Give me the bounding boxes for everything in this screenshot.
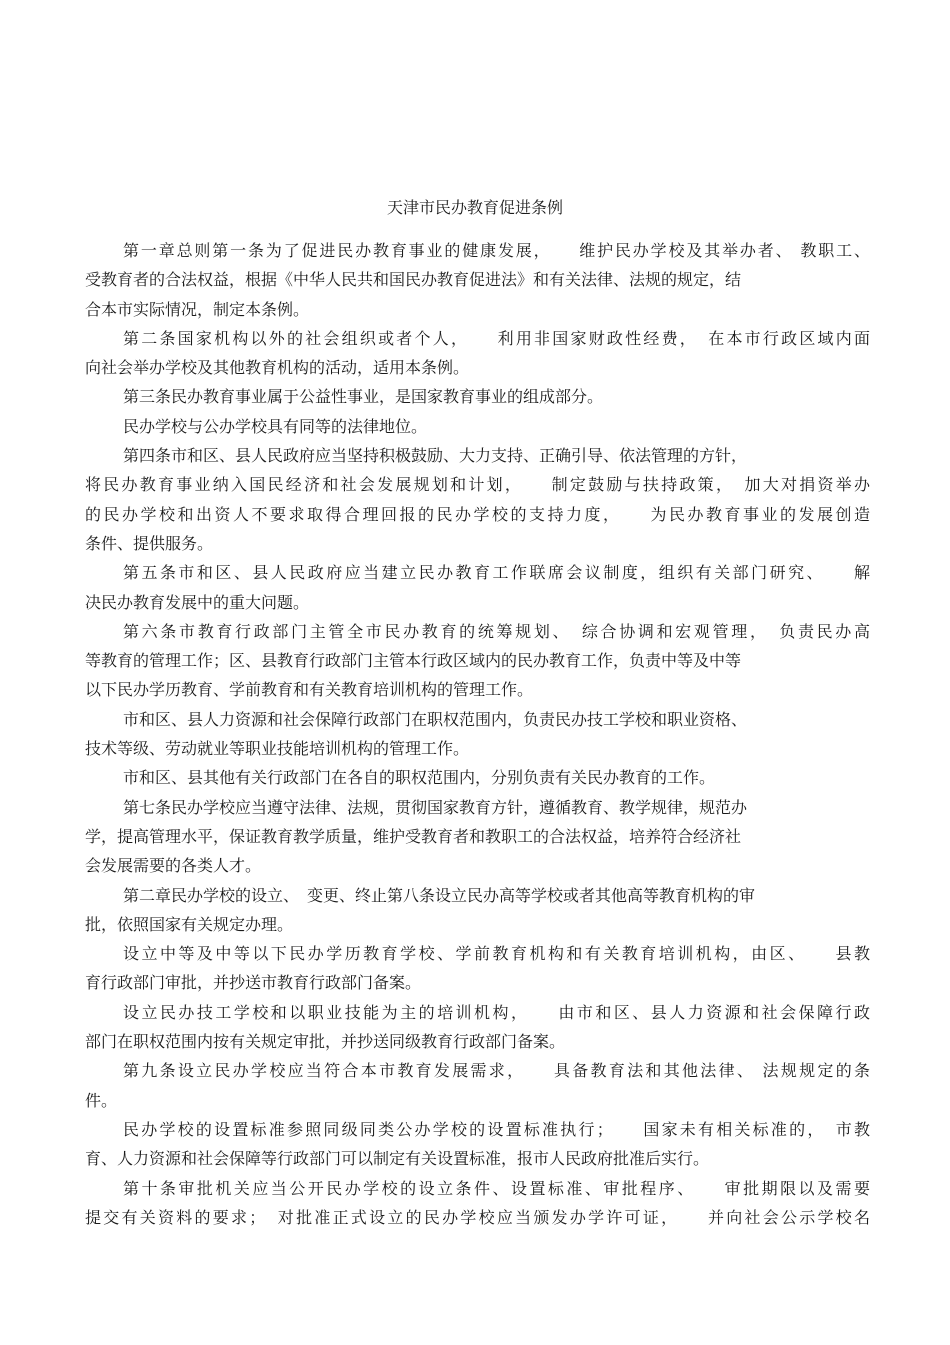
text-line: 将民办教育事业纳入国民经济和社会发展规划和计划， 制定鼓励与扶持政策， 加大对捐资举办 bbox=[85, 475, 870, 495]
text-line: 育、人力资源和社会保障等行政部门可以制定有关设置标准，报市人民政府批准后实行。 bbox=[85, 1149, 710, 1169]
text-line: 民办学校的设置标准参照同级同类公办学校的设置标准执行； 国家未有相关标准的， 市教 bbox=[123, 1119, 870, 1139]
text-line: 合本市实际情况，制定本条例。 bbox=[85, 299, 310, 319]
text-line: 等教育的管理工作；区、县教育行政部门主管本行政区域内的民办教育工作，负责中等及中等 bbox=[85, 651, 742, 671]
text-line: 决民办教育发展中的重大问题。 bbox=[85, 592, 310, 612]
text-line: 第十条审批机关应当公开民办学校的设立条件、设置标准、审批程序、 审批期限以及需要 bbox=[123, 1178, 870, 1198]
text-line: 第七条民办学校应当遵守法律、法规，贯彻国家教育方针，遵循教育、教学规律，规范办 bbox=[123, 797, 748, 817]
text-line: 育行政部门审批，并抄送市教育行政部门备案。 bbox=[85, 973, 422, 993]
text-line: 会发展需要的各类人才。 bbox=[85, 856, 262, 876]
document-body bbox=[85, 236, 870, 1232]
text-line: 部门在职权范围内按有关规定审批，并抄送同级教育行政部门备案。 bbox=[85, 1032, 566, 1052]
text-line: 设立中等及中等以下民办学历教育学校、学前教育机构和有关教育培训机构，由区、 县教 bbox=[123, 944, 870, 964]
text-line: 条件、提供服务。 bbox=[85, 533, 214, 553]
text-line: 受教育者的合法权益，根据《中华人民共和国民办教育促进法》和有关法律、法规的规定，结 bbox=[85, 270, 742, 290]
text-line: 第一章总则第一条为了促进民办教育事业的健康发展， 维护民办学校及其举办者、 教职工、 bbox=[123, 241, 870, 260]
text-line: 第二条国家机构以外的社会组织或者个人， 利用非国家财政性经费， 在本市行政区域内面 bbox=[123, 328, 870, 348]
text-line: 件。 bbox=[85, 1090, 118, 1110]
text-line: 民办学校与公办学校具有同等的法律地位。 bbox=[123, 416, 428, 436]
text-line: 第二章民办学校的设立、 变更、终止第八条设立民办高等学校或者其他高等教育机构的审 bbox=[123, 885, 756, 905]
text-line: 的民办学校和出资人不要求取得合理回报的民办学校的支持力度， 为民办教育事业的发展创造 bbox=[85, 504, 870, 524]
text-line: 第三条民办教育事业属于公益性事业，是国家教育事业的组成部分。 bbox=[123, 387, 604, 407]
text-line: 批，依照国家有关规定办理。 bbox=[85, 914, 294, 934]
text-line: 提交有关资料的要求； 对批准正式设立的民办学校应当颁发办学许可证， 并向社会公示学校名 bbox=[85, 1207, 870, 1227]
text-line: 学，提高管理水平，保证教育教学质量，维护受教育者和教职工的合法权益，培养符合经济社 bbox=[85, 826, 742, 846]
text-line: 技术等级、劳动就业等职业技能培训机构的管理工作。 bbox=[85, 739, 470, 759]
text-line: 向社会举办学校及其他教育机构的活动，适用本条例。 bbox=[85, 358, 470, 378]
text-line: 市和区、县其他有关行政部门在各自的职权范围内，分别负责有关民办教育的工作。 bbox=[123, 768, 716, 788]
text-line: 第五条市和区、县人民政府应当建立民办教育工作联席会议制度，组织有关部门研究、 解 bbox=[123, 563, 870, 583]
text-line: 以下民办学历教育、学前教育和有关教育培训机构的管理工作。 bbox=[85, 680, 534, 700]
text-line: 第六条市教育行政部门主管全市民办教育的统筹规划、 综合协调和宏观管理， 负责民办高 bbox=[123, 621, 870, 641]
text-line: 设立民办技工学校和以职业技能为主的培训机构， 由市和区、县人力资源和社会保障行政 bbox=[123, 1002, 870, 1022]
text-line: 第九条设立民办学校应当符合本市教育发展需求， 具备教育法和其他法律、 法规规定的条 bbox=[123, 1061, 870, 1081]
document-title: 天津市民办教育促进条例 bbox=[386, 198, 563, 217]
text-line: 第四条市和区、县人民政府应当坚持积极鼓励、大力支持、正确引导、依法管理的方针， bbox=[123, 446, 748, 466]
text-line: 市和区、县人力资源和社会保障行政部门在职权范围内，负责民办技工学校和职业资格、 bbox=[123, 709, 748, 729]
